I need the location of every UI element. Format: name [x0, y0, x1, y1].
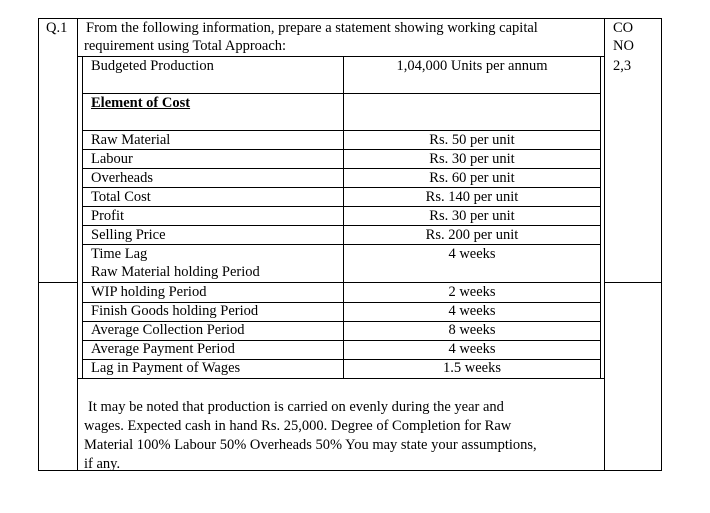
row-label: Overheads: [91, 170, 154, 186]
co-label-line2: NO: [613, 38, 634, 54]
row-value: Rs. 30 per unit: [429, 151, 515, 167]
row-value: Rs. 60 per unit: [429, 170, 515, 186]
budgeted-label: Budgeted Production: [91, 58, 214, 74]
row-value: 1.5 weeks: [443, 360, 501, 376]
row-label: Average Collection Period: [91, 322, 245, 338]
divider: [77, 378, 605, 379]
row-label: Profit: [91, 208, 125, 224]
row-value: Rs. 140 per unit: [425, 189, 519, 205]
time-lag-label: Time Lag: [91, 246, 148, 262]
row-value: Rs. 200 per unit: [425, 227, 519, 243]
question-number: Q.1: [46, 20, 68, 36]
divider: [38, 470, 662, 471]
divider: [604, 18, 605, 471]
row-label: Raw Material: [91, 132, 171, 148]
row-label: Lag in Payment of Wages: [91, 360, 241, 376]
row-value: 2 weeks: [448, 284, 496, 300]
row-value: 4 weeks: [448, 303, 496, 319]
co-value: 2,3: [613, 58, 632, 74]
raw-material-holding-value: 4 weeks: [448, 246, 496, 262]
row-value: Rs. 50 per unit: [429, 132, 515, 148]
co-label-line1: CO: [613, 20, 634, 36]
question-prompt-line2: requirement using Total Approach:: [84, 38, 287, 54]
row-label: Total Cost: [91, 189, 151, 205]
row-label: Finish Goods holding Period: [91, 303, 259, 319]
divider: [82, 56, 83, 379]
element-heading: Element of Cost: [91, 95, 191, 111]
row-label: Average Payment Period: [91, 341, 235, 357]
raw-material-holding-label: Raw Material holding Period: [91, 264, 260, 280]
row-label: Selling Price: [91, 227, 166, 243]
row-label: WIP holding Period: [91, 284, 207, 300]
row-value: 4 weeks: [448, 341, 496, 357]
note-line2: wages. Expected cash in hand Rs. 25,000. Degree of Completion for Raw: [84, 418, 512, 434]
question-prompt-line1: From the following information, prepare a statement showing working capital: [86, 20, 538, 36]
budgeted-value: 1,04,000 Units per annum: [396, 58, 548, 74]
divider: [77, 18, 78, 471]
note-line1: It may be noted that production is carried on evenly during the year and: [88, 399, 504, 415]
note-line4: if any.: [84, 456, 121, 472]
row-value: 8 weeks: [448, 322, 496, 338]
divider: [38, 18, 39, 471]
divider: [600, 56, 601, 379]
divider: [38, 282, 77, 283]
divider: [604, 282, 662, 283]
divider: [661, 18, 662, 471]
row-label: Labour: [91, 151, 133, 167]
row-value: Rs. 30 per unit: [429, 208, 515, 224]
note-line3: Material 100% Labour 50% Overheads 50% You may state your assumptions,: [84, 437, 537, 453]
